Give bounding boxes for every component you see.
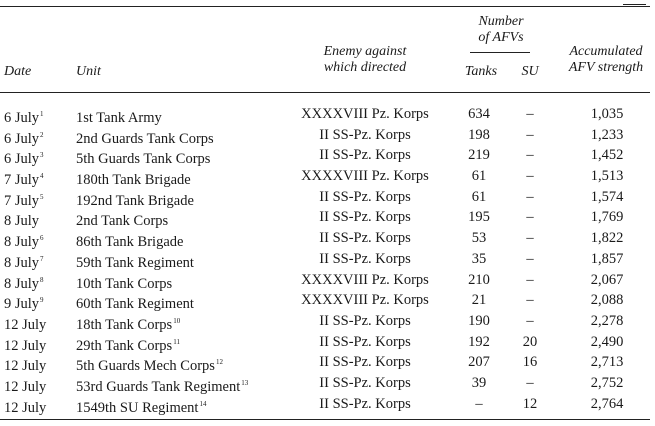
table-row bbox=[0, 270, 655, 291]
cell-tanks: 195 bbox=[468, 209, 490, 226]
table-row bbox=[0, 104, 655, 125]
unit-text: 5th Guards Mech Corps bbox=[76, 358, 215, 375]
unit-footnote: 10 bbox=[173, 316, 181, 325]
cell-accumulated: 2,713 bbox=[590, 354, 624, 371]
cell-su: – bbox=[526, 147, 534, 164]
cell-tanks: 198 bbox=[468, 126, 490, 143]
date-footnote: 6 bbox=[40, 234, 44, 243]
date-footnote: 9 bbox=[40, 296, 44, 305]
cell-tanks: 190 bbox=[468, 312, 490, 329]
cell-enemy: XXXXVIII Pz. Korps bbox=[301, 271, 429, 288]
cell-tanks: 35 bbox=[471, 250, 487, 267]
cell-enemy: II SS-Pz. Korps bbox=[319, 354, 411, 371]
table-row bbox=[0, 311, 655, 332]
table-top-rule bbox=[0, 6, 650, 7]
cell-su: 12 bbox=[522, 395, 538, 412]
header-tanks: Tanks bbox=[464, 64, 498, 79]
date-text: 7 July bbox=[4, 172, 40, 189]
table-bottom-rule bbox=[0, 419, 650, 420]
cell-accumulated: 1,857 bbox=[590, 250, 624, 267]
cell-unit bbox=[76, 394, 206, 418]
cell-accumulated: 1,233 bbox=[590, 126, 624, 143]
cell-su: – bbox=[526, 230, 534, 247]
cell-enemy: II SS-Pz. Korps bbox=[319, 126, 411, 143]
top-corner-rule bbox=[623, 4, 646, 5]
cell-enemy: II SS-Pz. Korps bbox=[319, 395, 411, 412]
cell-accumulated: 1,769 bbox=[590, 209, 624, 226]
cell-su: – bbox=[526, 271, 534, 288]
cell-tanks: 39 bbox=[471, 374, 487, 391]
unit-text: 29th Tank Corps bbox=[76, 337, 173, 354]
unit-text: 1549th SU Regiment bbox=[76, 399, 199, 416]
header-acc-line1: Accumulated bbox=[569, 44, 643, 59]
cell-su: 20 bbox=[522, 333, 538, 350]
unit-footnote: 13 bbox=[241, 378, 249, 387]
date-footnote: 1 bbox=[40, 110, 44, 118]
cell-enemy: XXXXVIII Pz. Korps bbox=[301, 106, 429, 122]
date-text: 6 July bbox=[4, 130, 40, 147]
header-enemy-line2: which directed bbox=[323, 60, 407, 75]
cell-date bbox=[4, 394, 47, 418]
unit-text: 2nd Guards Tank Corps bbox=[76, 130, 214, 147]
cell-enemy: II SS-Pz. Korps bbox=[319, 209, 411, 226]
header-acc-line2: AFV strength bbox=[568, 60, 644, 75]
cell-tanks: – bbox=[475, 395, 483, 412]
cell-tanks: 634 bbox=[468, 106, 490, 122]
cell-accumulated: 1,574 bbox=[590, 188, 624, 205]
date-footnote: 7 bbox=[40, 254, 44, 263]
table-row bbox=[0, 332, 655, 353]
header-separator-rule bbox=[0, 92, 650, 93]
date-footnote: 4 bbox=[40, 172, 44, 181]
unit-footnote: 11 bbox=[173, 337, 180, 346]
table-row bbox=[0, 166, 655, 187]
date-text: 12 July bbox=[4, 337, 47, 354]
date-text: 12 July bbox=[4, 316, 47, 333]
unit-text: 2nd Tank Corps bbox=[76, 213, 169, 230]
cell-accumulated: 2,067 bbox=[590, 271, 624, 288]
cell-tanks: 61 bbox=[471, 188, 487, 205]
cell-enemy: XXXXVIII Pz. Korps bbox=[301, 168, 429, 185]
cell-tanks: 61 bbox=[471, 168, 487, 185]
date-text: 7 July bbox=[4, 192, 40, 209]
date-text: 6 July bbox=[4, 151, 40, 168]
header-number-of-afvs bbox=[462, 14, 540, 46]
unit-text: 5th Guards Tank Corps bbox=[76, 151, 211, 168]
cell-enemy: II SS-Pz. Korps bbox=[319, 312, 411, 329]
cell-enemy: II SS-Pz. Korps bbox=[319, 230, 411, 247]
date-text: 8 July bbox=[4, 275, 40, 292]
cell-accumulated: 1,513 bbox=[590, 168, 624, 185]
header-date: Date bbox=[4, 64, 32, 79]
date-footnote: 2 bbox=[40, 130, 44, 139]
header-accumulated bbox=[560, 44, 652, 76]
cell-su: – bbox=[526, 188, 534, 205]
date-text: 12 July bbox=[4, 358, 47, 375]
cell-tanks: 53 bbox=[471, 230, 487, 247]
cell-tanks: 192 bbox=[468, 333, 490, 350]
cell-tanks: 21 bbox=[471, 292, 487, 309]
cell-su: – bbox=[526, 126, 534, 143]
table-row bbox=[0, 249, 655, 270]
cell-su: – bbox=[526, 312, 534, 329]
cell-su: – bbox=[526, 292, 534, 309]
header-number-line1: Number bbox=[478, 14, 524, 29]
date-text: 12 July bbox=[4, 378, 47, 395]
table-row bbox=[0, 394, 655, 415]
cell-accumulated: 2,490 bbox=[590, 333, 624, 350]
cell-accumulated: 1,452 bbox=[590, 147, 624, 164]
cell-tanks: 219 bbox=[468, 147, 490, 164]
unit-text: 180th Tank Brigade bbox=[76, 172, 191, 189]
table-row bbox=[0, 352, 655, 373]
date-text: 8 July bbox=[4, 254, 40, 271]
cell-accumulated: 2,088 bbox=[590, 292, 624, 309]
unit-text: 10th Tank Corps bbox=[76, 275, 173, 292]
unit-footnote: 14 bbox=[199, 399, 207, 408]
cell-accumulated: 2,764 bbox=[590, 395, 624, 412]
header-span-rule bbox=[470, 52, 530, 53]
cell-enemy: II SS-Pz. Korps bbox=[319, 374, 411, 391]
table-row bbox=[0, 373, 655, 394]
header-enemy-line1: Enemy against bbox=[323, 44, 407, 59]
cell-enemy: II SS-Pz. Korps bbox=[319, 250, 411, 267]
cell-accumulated: 2,278 bbox=[590, 312, 624, 329]
date-footnote: 5 bbox=[40, 192, 44, 201]
cell-su: – bbox=[526, 250, 534, 267]
unit-text: 59th Tank Regiment bbox=[76, 254, 194, 271]
header-enemy bbox=[300, 44, 430, 76]
table-row bbox=[0, 290, 655, 311]
cell-su: – bbox=[526, 374, 534, 391]
table-row bbox=[0, 207, 655, 228]
cell-enemy: XXXXVIII Pz. Korps bbox=[301, 292, 429, 309]
table-row bbox=[0, 125, 655, 146]
table-row bbox=[0, 228, 655, 249]
unit-text: 18th Tank Corps bbox=[76, 316, 173, 333]
date-footnote: 3 bbox=[40, 151, 44, 160]
unit-footnote: 12 bbox=[215, 358, 223, 367]
cell-su: – bbox=[526, 209, 534, 226]
cell-su: – bbox=[526, 106, 534, 122]
date-text: 8 July bbox=[4, 234, 40, 251]
cell-enemy: II SS-Pz. Korps bbox=[319, 188, 411, 205]
header-unit: Unit bbox=[76, 64, 101, 79]
unit-text: 60th Tank Regiment bbox=[76, 296, 194, 313]
cell-accumulated: 1,822 bbox=[590, 230, 624, 247]
header-su: SU bbox=[521, 64, 539, 79]
unit-text: 86th Tank Brigade bbox=[76, 234, 184, 251]
header-number-line2: of AFVs bbox=[478, 30, 524, 45]
cell-enemy: II SS-Pz. Korps bbox=[319, 333, 411, 350]
cell-tanks: 210 bbox=[468, 271, 490, 288]
date-text: 8 July bbox=[4, 213, 40, 230]
unit-text: 192nd Tank Brigade bbox=[76, 192, 194, 209]
date-footnote: 8 bbox=[40, 275, 44, 284]
unit-text: 1st Tank Army bbox=[76, 110, 162, 126]
table-row bbox=[0, 187, 655, 208]
unit-text: 53rd Guards Tank Regiment bbox=[76, 378, 241, 395]
date-text: 6 July bbox=[4, 110, 40, 126]
cell-accumulated: 2,752 bbox=[590, 374, 624, 391]
table-row bbox=[0, 145, 655, 166]
cell-tanks: 207 bbox=[468, 354, 490, 371]
table-body bbox=[0, 104, 655, 414]
cell-accumulated: 1,035 bbox=[590, 106, 624, 122]
date-text: 9 July bbox=[4, 296, 40, 313]
cell-enemy: II SS-Pz. Korps bbox=[319, 147, 411, 164]
cell-su: 16 bbox=[522, 354, 538, 371]
date-text: 12 July bbox=[4, 399, 47, 416]
cell-su: – bbox=[526, 168, 534, 185]
